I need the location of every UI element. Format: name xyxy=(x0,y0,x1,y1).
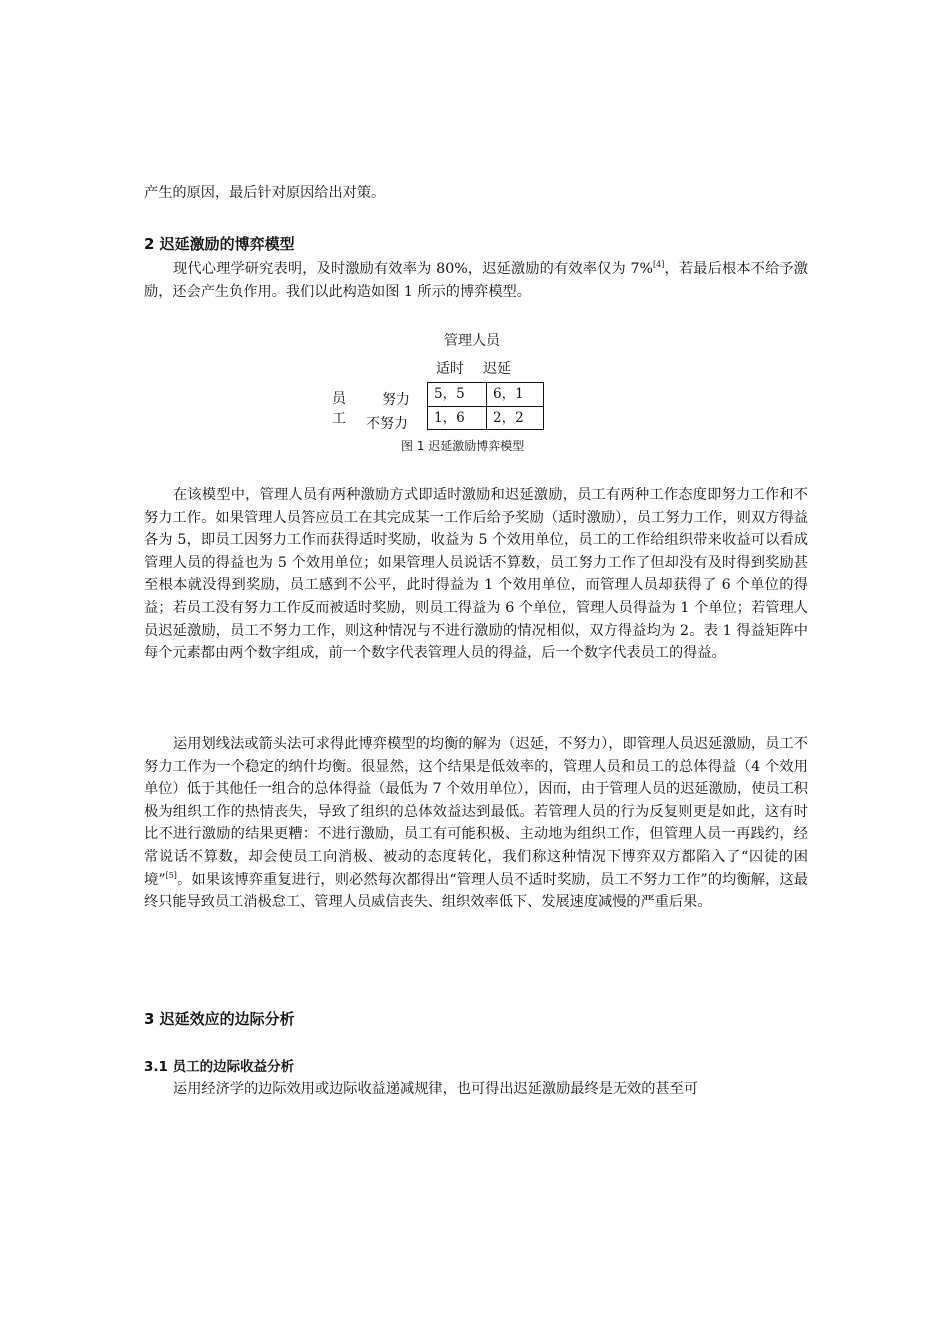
paragraph-equilibrium xyxy=(144,733,808,914)
citation-4: [4] xyxy=(653,260,665,269)
figure-row-label-effort: 努力 xyxy=(382,392,410,408)
section-3-heading: 3 迟延效应的边际分析 xyxy=(144,1010,295,1028)
section-3-1-heading: 3.1 员工的边际收益分析 xyxy=(144,1059,295,1075)
figure-row-label-no-effort: 不努力 xyxy=(366,416,408,432)
payoff-matrix xyxy=(427,382,544,430)
figure-side-label-1: 员 xyxy=(332,391,346,407)
p1-text-b: ，若最后根本不给予激励，还会产生负作用。我们以此构造如图 1 所示的博弈模型。 xyxy=(144,261,808,300)
section-2-heading: 2 迟延激励的博弈模型 xyxy=(144,235,295,253)
matrix-cell: 5，5 xyxy=(434,386,465,402)
figure-col-label-delayed: 迟延 xyxy=(483,361,511,377)
section-3-1-paragraph: 运用经济学的边际效用或边际收益递减规律，也可得出迟延激励最终是无效的甚至可 xyxy=(173,1081,698,1097)
section-2-paragraph-1 xyxy=(144,258,808,303)
figure-caption: 图 1 迟延激励博弈模型 xyxy=(401,439,525,453)
figure-top-label: 管理人员 xyxy=(444,333,500,349)
intro-line: 产生的原因，最后针对原因给出对策。 xyxy=(144,185,386,201)
p1-text-a: 现代心理学研究表明，及时激励有效率为 80%，迟延激励的有效率仅为 7% xyxy=(173,261,654,277)
figure-side-label-2: 工 xyxy=(332,411,346,427)
paragraph-model-description: 在该模型中，管理人员有两种激励方式即适时激励和迟延激励，员工有两种工作态度即努力工作和不努力工作。如果管理人员答应员工在其完成某一工作后给予奖励（适时激励），员工努力工作，则双方得益各为 5，即员工因努力工作而获得适时奖励，收益为 5 个效用单位，员工的工作给组织带来收益可以看成管理人员的得益也为 5 个效用单位；如果管理人员说话不算数，员工努力工作了但却没有及时得到奖励甚至根本就没得到奖励，员工感到不公平，此时得益为 1 个效用单位，而管理人员却获得了 6 个单位的得益；若员工没有努力工作反而被适时奖励，则员工得益为 6 个单位，管理人员得益为 1 个单位；若管理人员迟延激励，员工不努力工作，则这种情况与不进行激励的情况相似，双方得益均为 2。表 1 得益矩阵中每个元素都由两个数字组成，前一个数字代表管理人员的得益，后一个数字代表员工的得益。 xyxy=(144,487,808,662)
game-model-figure xyxy=(322,330,562,458)
matrix-cell: 2，2 xyxy=(493,410,524,426)
p3-text-b: 。如果该博弈重复进行，则必然每次都得出“管理人员不适时奖励，员工不努力工作”的均衡解，这最终只能导致员工消极怠工、管理人员威信丧失、组织效率低下、发展速度减慢的严重后果。 xyxy=(144,871,808,911)
matrix-cell: 1，6 xyxy=(434,410,465,426)
p3-text-a: 运用划线法或箭头法可求得此博弈模型的均衡的解为（迟延，不努力），即管理人员迟延激励，员工不努力工作为一个稳定的纳什均衡。很显然，这个结果是低效率的，管理人员和员工的总体得益（4 个效用单位）低于其他任一组合的总体得益（最低为 7 个效用单位），因而，由于管理人员的迟延激励，使员工积极为组织工作的热情丧失，导致了组织的总体效益达到最低。若管理人员的行为反复则更是如此，这有时比不进行激励的结果更糟：不进行激励，员工有可能积极、主动地为组织工作，但管理人员一再践约，经常说话不算数，却会使员工向消极、被动的态度转化，我们称这种情况下博弈双方都陷入了“囚徒的困境” xyxy=(144,736,808,888)
figure-col-label-timely: 适时 xyxy=(436,361,464,377)
citation-5: [5] xyxy=(165,870,177,880)
matrix-cell: 6，1 xyxy=(493,386,524,402)
